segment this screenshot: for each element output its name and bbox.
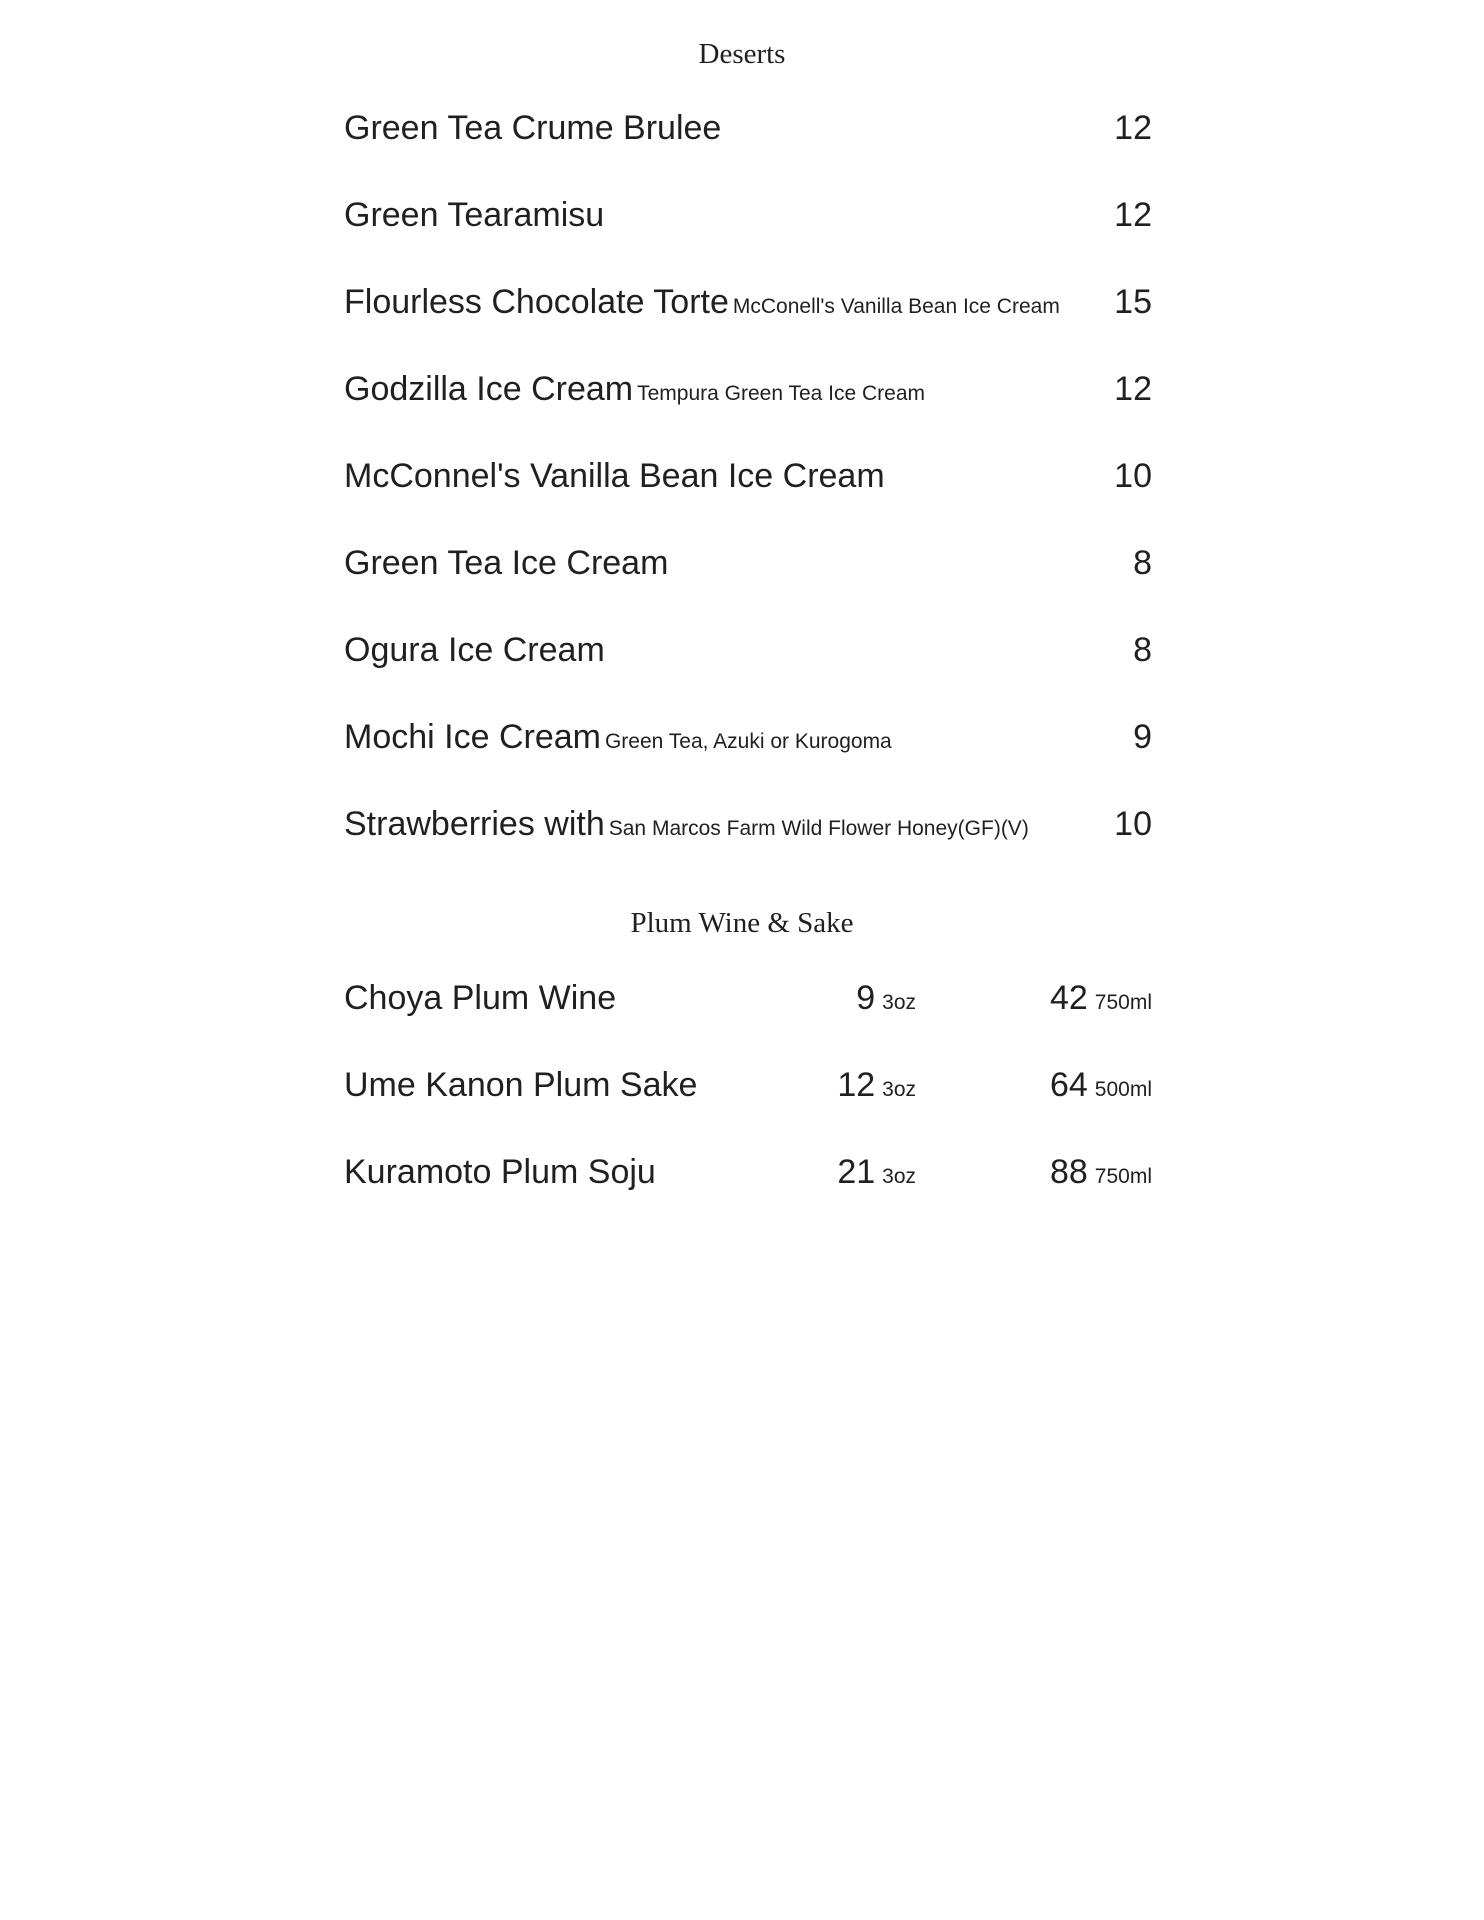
dessert-name: Strawberries with San Marcos Farm Wild Flower Honey(GF)(V) [344, 805, 1029, 843]
dessert-price: 8 [1133, 544, 1152, 582]
dessert-price: 15 [1114, 283, 1152, 321]
dessert-item [344, 627, 1152, 675]
dessert-price: 12 [1114, 370, 1152, 408]
wine-item [344, 1149, 1152, 1197]
glass-price: 21 3oz [837, 1153, 916, 1191]
dessert-name: McConnel's Vanilla Bean Ice Cream [344, 457, 885, 495]
dessert-item [344, 714, 1152, 762]
dessert-name: Flourless Chocolate Torte McConell's Vanilla Bean Ice Cream [344, 283, 1060, 321]
dessert-description: McConell's Vanilla Bean Ice Cream [732, 295, 1060, 318]
wine-item [344, 975, 1152, 1023]
bottle-price: 64 500ml [1049, 1066, 1152, 1104]
dessert-name: Green Tea Ice Cream [344, 544, 669, 582]
bottle-price: 88 750ml [1049, 1153, 1152, 1191]
dessert-price: 12 [1114, 109, 1152, 147]
dessert-name: Green Tearamisu [344, 196, 605, 234]
dessert-description: San Marcos Farm Wild Flower Honey(GF)(V) [608, 817, 1029, 840]
dessert-name: Ogura Ice Cream [344, 631, 605, 669]
glass-price: 9 3oz [856, 979, 916, 1017]
dessert-name: Mochi Ice Cream Green Tea, Azuki or Kurogoma [344, 718, 892, 756]
glass-price: 12 3oz [837, 1066, 916, 1104]
wine-name: Choya Plum Wine [344, 979, 617, 1017]
dessert-price: 9 [1133, 718, 1152, 756]
dessert-description: Tempura Green Tea Ice Cream [637, 382, 926, 405]
dessert-item [344, 540, 1152, 588]
dessert-item [344, 192, 1152, 240]
dessert-item [344, 279, 1152, 327]
desserts-title: Deserts [698, 38, 786, 70]
wine-item [344, 1062, 1152, 1110]
bottle-price: 42 750ml [1049, 979, 1152, 1017]
dessert-item [344, 105, 1152, 153]
wine-name: Ume Kanon Plum Sake [344, 1066, 698, 1104]
dessert-name: Green Tea Crume Brulee [344, 109, 722, 147]
dessert-price: 8 [1133, 631, 1152, 669]
dessert-price: 10 [1114, 805, 1152, 843]
wine-title: Plum Wine & Sake [630, 907, 854, 939]
dessert-item [344, 366, 1152, 414]
dessert-name: Godzilla Ice Cream Tempura Green Tea Ice Cream [344, 370, 926, 408]
dessert-item [344, 801, 1152, 849]
dessert-price: 12 [1114, 196, 1152, 234]
dessert-price: 10 [1114, 457, 1152, 495]
dessert-item [344, 453, 1152, 501]
wine-name: Kuramoto Plum Soju [344, 1153, 656, 1191]
dessert-description: Green Tea, Azuki or Kurogoma [604, 730, 892, 753]
